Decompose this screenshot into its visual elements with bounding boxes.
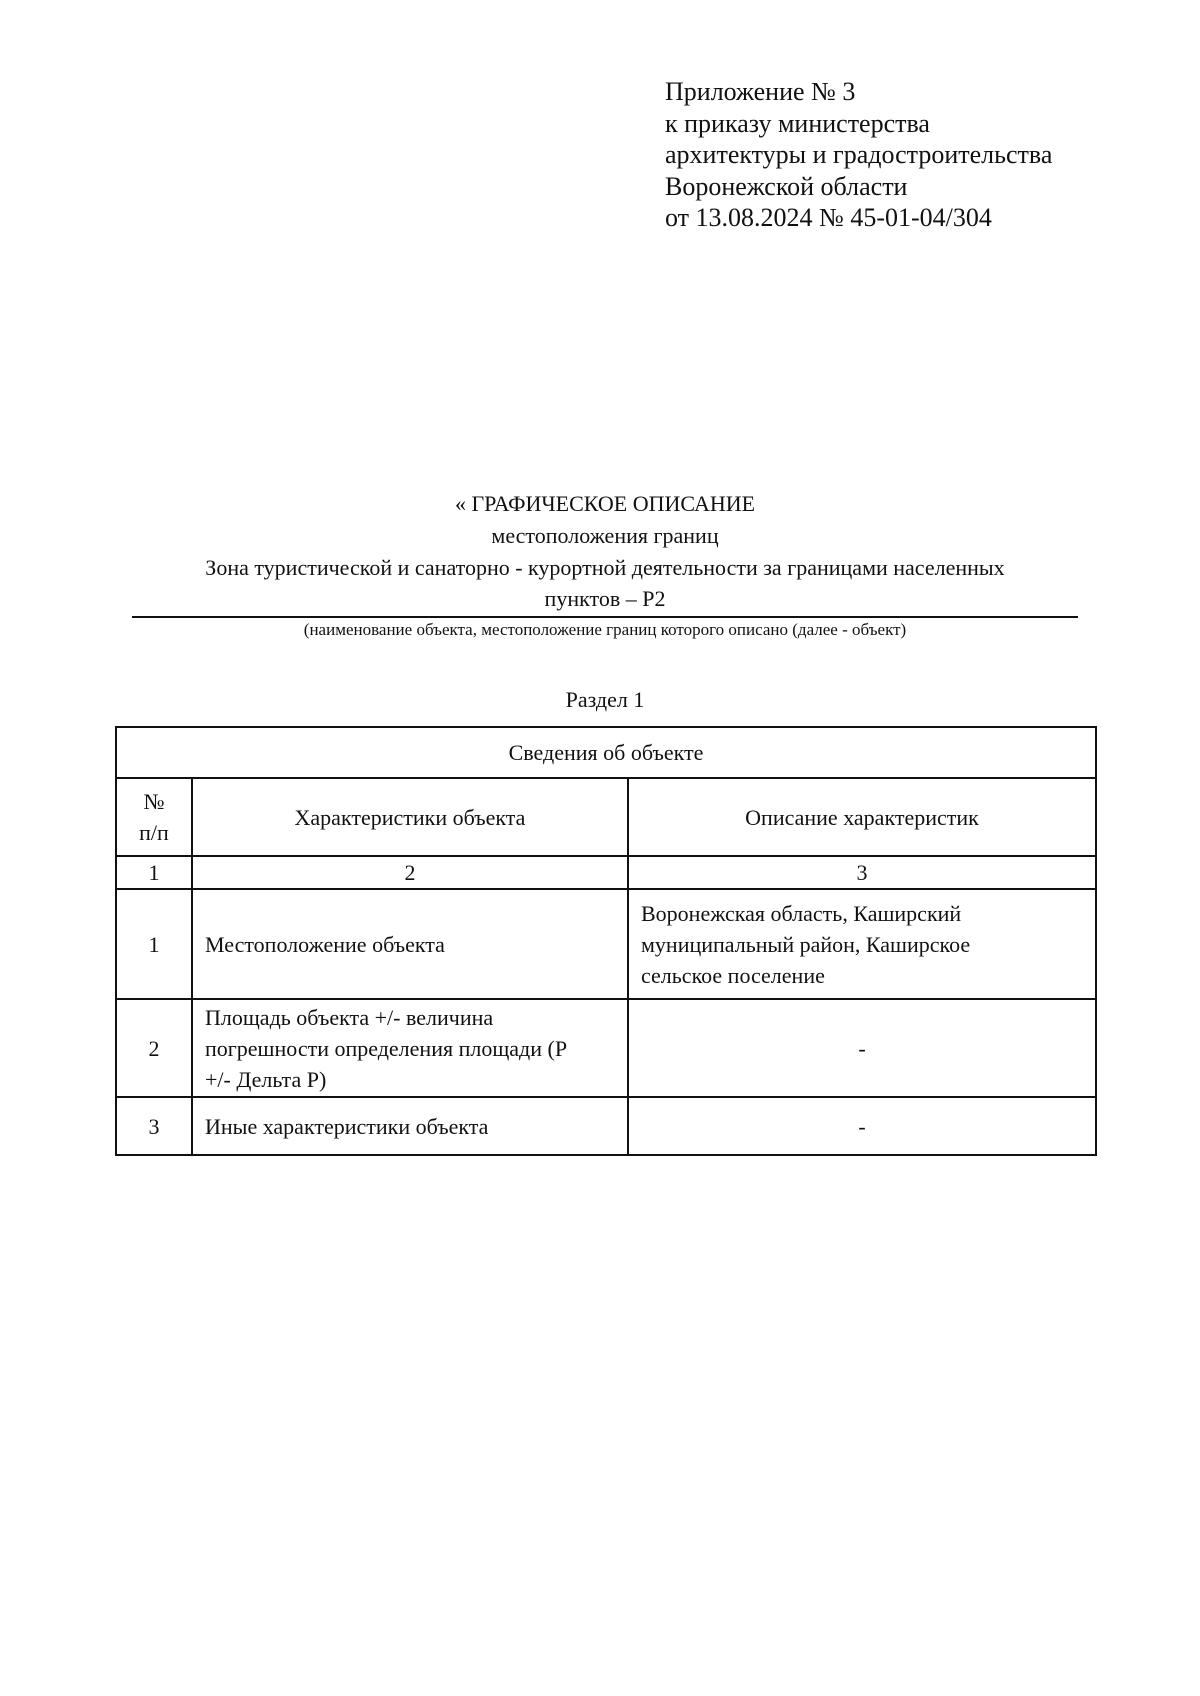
object-name-line: пунктов – Р2 [544,586,666,611]
row-description [628,889,1096,999]
row-number: 2 [116,999,192,1097]
object-name-caption: (наименование объекта, местоположение границ которого описано (далее - объект) [303,620,907,639]
table-row [116,889,1096,999]
row-description: - [628,1097,1096,1155]
table-header-row [116,778,1096,856]
header-num-symbol: № [143,789,165,814]
column-number-row [116,856,1096,889]
row-characteristic [192,999,628,1097]
row-characteristic: Местоположение объекта [192,889,628,999]
document-subtitle: местоположения границ [491,523,719,548]
description-line: Воронежская область, Каширский [641,900,962,926]
object-name-line: Зона туристической и санаторно - курортной деятельности за границами населенных [205,555,1005,580]
characteristic-line: погрешности определения площади (Р [205,1035,568,1061]
appendix-line: к приказу министерства [665,108,930,138]
header-characteristic: Характеристики объекта [192,778,628,856]
row-characteristic: Иные характеристики объекта [192,1097,628,1155]
appendix-header [665,76,1052,234]
table-row [116,999,1096,1097]
description-line: сельское поселение [641,962,825,988]
document-title-block [132,488,1078,642]
row-number: 1 [116,889,192,999]
table-title: Сведения об объекте [116,727,1096,778]
characteristic-line: Площадь объекта +/- величина [205,1004,494,1030]
description-line: муниципальный район, Каширское [641,931,971,957]
document-title: « ГРАФИЧЕСКОЕ ОПИСАНИЕ [454,491,756,516]
appendix-line: Приложение № 3 [665,77,856,106]
row-number: 3 [116,1097,192,1155]
appendix-line: архитектуры и градостроительства [665,140,1053,169]
column-number: 3 [628,856,1096,889]
table-row [116,1097,1096,1155]
characteristic-line: +/- Дельта Р) [205,1066,327,1092]
table-title-row [116,727,1096,778]
section-label: Раздел 1 [565,687,645,712]
object-info-table [115,726,1097,1156]
column-number: 1 [116,856,192,889]
column-number: 2 [192,856,628,889]
header-num [116,778,192,856]
appendix-line: от 13.08.2024 № 45-01-04/304 [665,203,992,232]
header-num-label: п/п [139,820,169,845]
header-description: Описание характеристик [628,778,1096,856]
row-description: - [628,999,1096,1097]
appendix-line: Воронежской области [665,171,908,201]
